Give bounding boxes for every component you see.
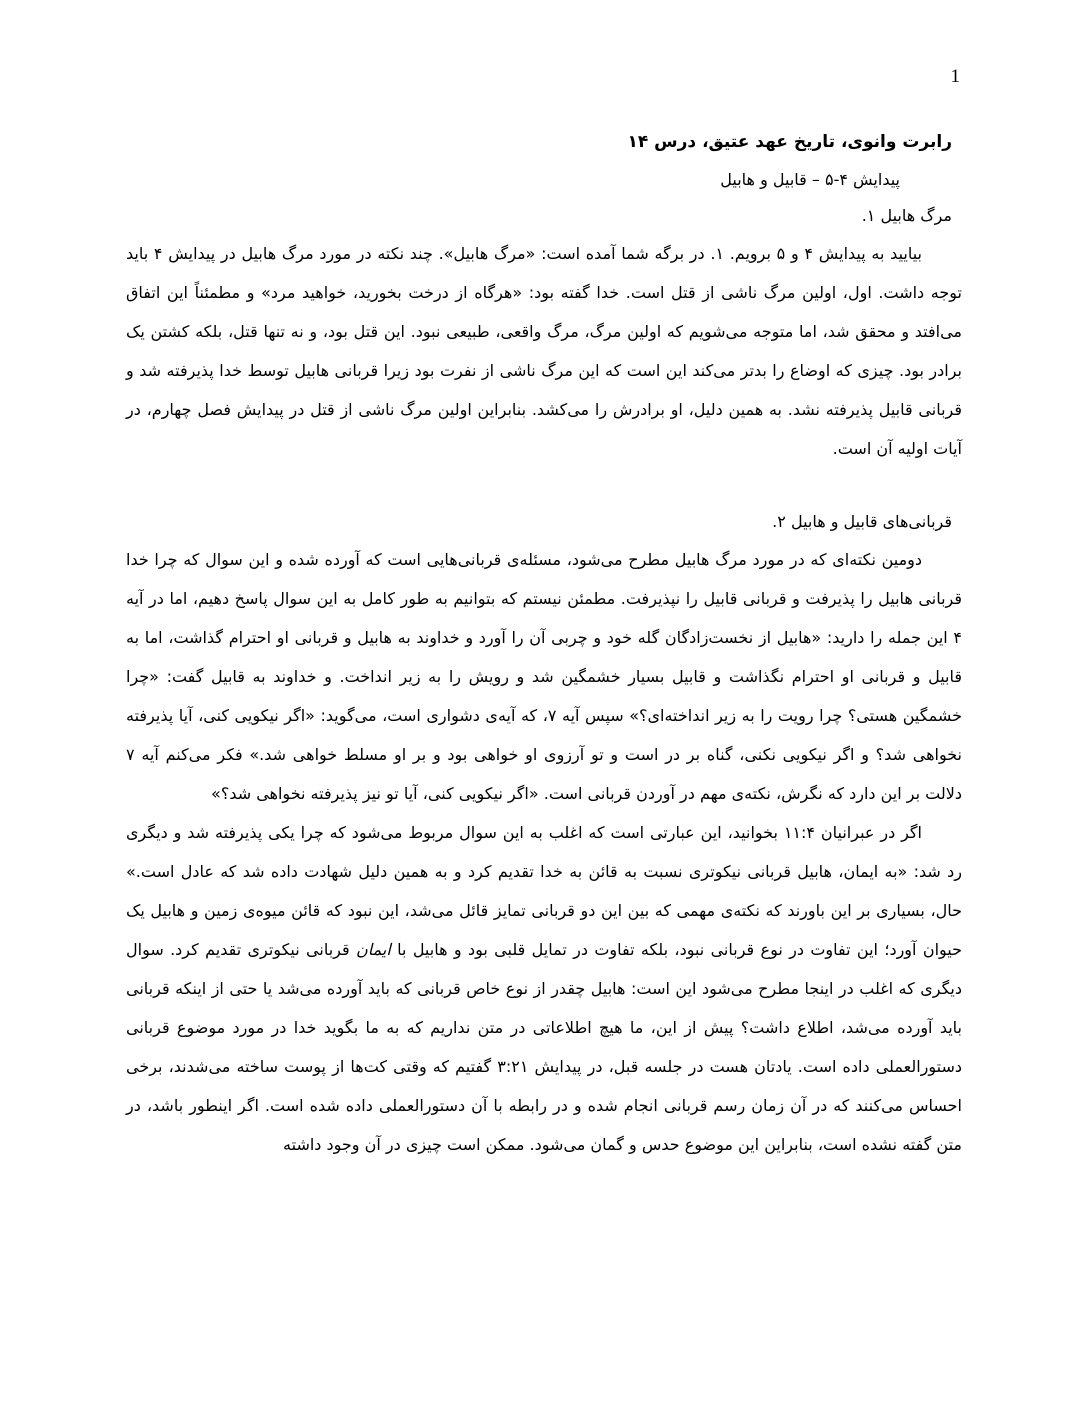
paragraph: دومین نکته‌ای که در مورد مرگ هابیل مطرح می‌شود، مسئله‌ی قربانی‌هایی است که آورده شده و این سوال که چرا خدا قربانی هابیل را پذیرفت و قربانی قابیل را نپذیرفت. مطمئن نیستم که بتوانیم به طور کامل به این سوال پاسخ دهیم، اما در آیه ۴ این جمله را دارید: «هابیل از نخست‌زادگان گله خود و چربی آن را آورد و خداوند به هابیل و قربانی او احترام گذاشت، اما به قابیل و قربانی او احترام نگذاشت و قابیل بسیار خشمگین شد و رویش را به زیر انداخت. و خداوند به قابیل گفت: «چرا خشمگین هستی؟ چرا رویت را به زیر انداخته‌ای؟» سپس آیه ۷، که آیه‌ی دشواری است، می‌گوید: «اگر نیکویی کنی، آیا پذیرفته نخواهی شد؟ و اگر نیکویی نکنی، گناه بر در است و تو آرزوی او خواهی بود و بر او مسلط خواهی شد.» فکر می‌کنم آیه ۷ دلالت بر این دارد که نگرش، نکته‌ی مهم در آوردن قربانی است. «اگر نیکویی کنی، آیا تو نیز پذیرفته نخواهی شد؟» <box>126 550 962 803</box>
section-heading: مرگ هابیل ۱. <box>861 206 952 225</box>
section-heading: قربانی‌های قابیل و هابیل ۲. <box>772 512 952 531</box>
document-title: رابرت وانوی، تاریخ عهد عتیق، درس ۱۴ <box>627 132 952 152</box>
emphasized-word: ایمان <box>356 940 391 959</box>
paragraph: بیایید به پیدایش ۴ و ۵ برویم. ۱. در برگه شما آمده است: «مرگ هابیل». چند نکته در مورد مرگ هابیل در پیدایش ۴ باید توجه داشت. اول، اولین مرگ ناشی از قتل است. خدا گفته بود: «هرگاه از درخت بخورید، خواهید مرد» و مطمئناً این اتفاق می‌افتد و محقق شد، اما متوجه می‌شویم که اولین مرگ، مرگ واقعی، طبیعی نبود. این قتل بود، و نه تنها قتل، بلکه کشتن یک برادر بود. چیزی که اوضاع را بدتر می‌کند این است که این مرگ ناشی از نفرت بود زیرا قربانی هابیل توسط خدا پذیرفته شد و قربانی قابیل پذیرفته نشد. به همین دلیل، او برادرش را می‌کشد. بنابراین اولین مرگ ناشی از قتل در پیدایش فصل چهارم، در آیات اولیه آن است. <box>126 244 962 458</box>
paragraph: اگر در عبرانیان ۱۱:۴ بخوانید، این عبارتی است که اغلب به این سوال مربوط می‌شود که چرا یکی پذیرفته شد و دیگری رد شد: «به ایمان، هابیل قربانی نیکوتری نسبت به قائن به خدا تقدیم کرد و به همین دلیل شهادت داده شد که عادل است.» حال، بسیاری بر این باورند که نکته‌ی مهمی که بین این دو قربانی تمایز قائل می‌شد، این نبود که قائن میوه‌ی زمین و هابیل یک حیوان آورد؛ این تفاوت در نوع قربانی نبود، بلکه تفاوت در تمایل قلبی بود و هابیل با ایمان قربانی نیکوتری تقدیم کرد. سوال دیگری که اغلب در اینجا مطرح می‌شود این است: هابیل چقدر از نوع خاص قربانی که باید آورده می‌شد یا حتی از اینکه قربانی باید آورده می‌شد، اطلاع داشت؟ پیش از این، ما هیچ اطلاعاتی در متن نداریم که به ما بگوید خدا در مورد موضوع قربانی دستورالعملی داده است. یادتان هست در جلسه قبل، در پیدایش ۳:۲۱ گفتیم که وقتی کت‌ها از پوست ساخته می‌شدند، برخی احساس می‌کنند که در آن زمان رسم قربانی انجام شده و در رابطه با آن دستورالعملی داده شده است. اگر اینطور باشد، در متن گفته نشده است، بنابراین این موضوع حدس و گمان می‌شود. ممکن است چیزی در آن وجود داشته <box>126 823 963 1154</box>
page-number: 1 <box>950 66 960 87</box>
document-body <box>126 122 962 1164</box>
document-subtitle: پیدایش ۴-۵ – قابیل و هابیل <box>720 170 900 189</box>
